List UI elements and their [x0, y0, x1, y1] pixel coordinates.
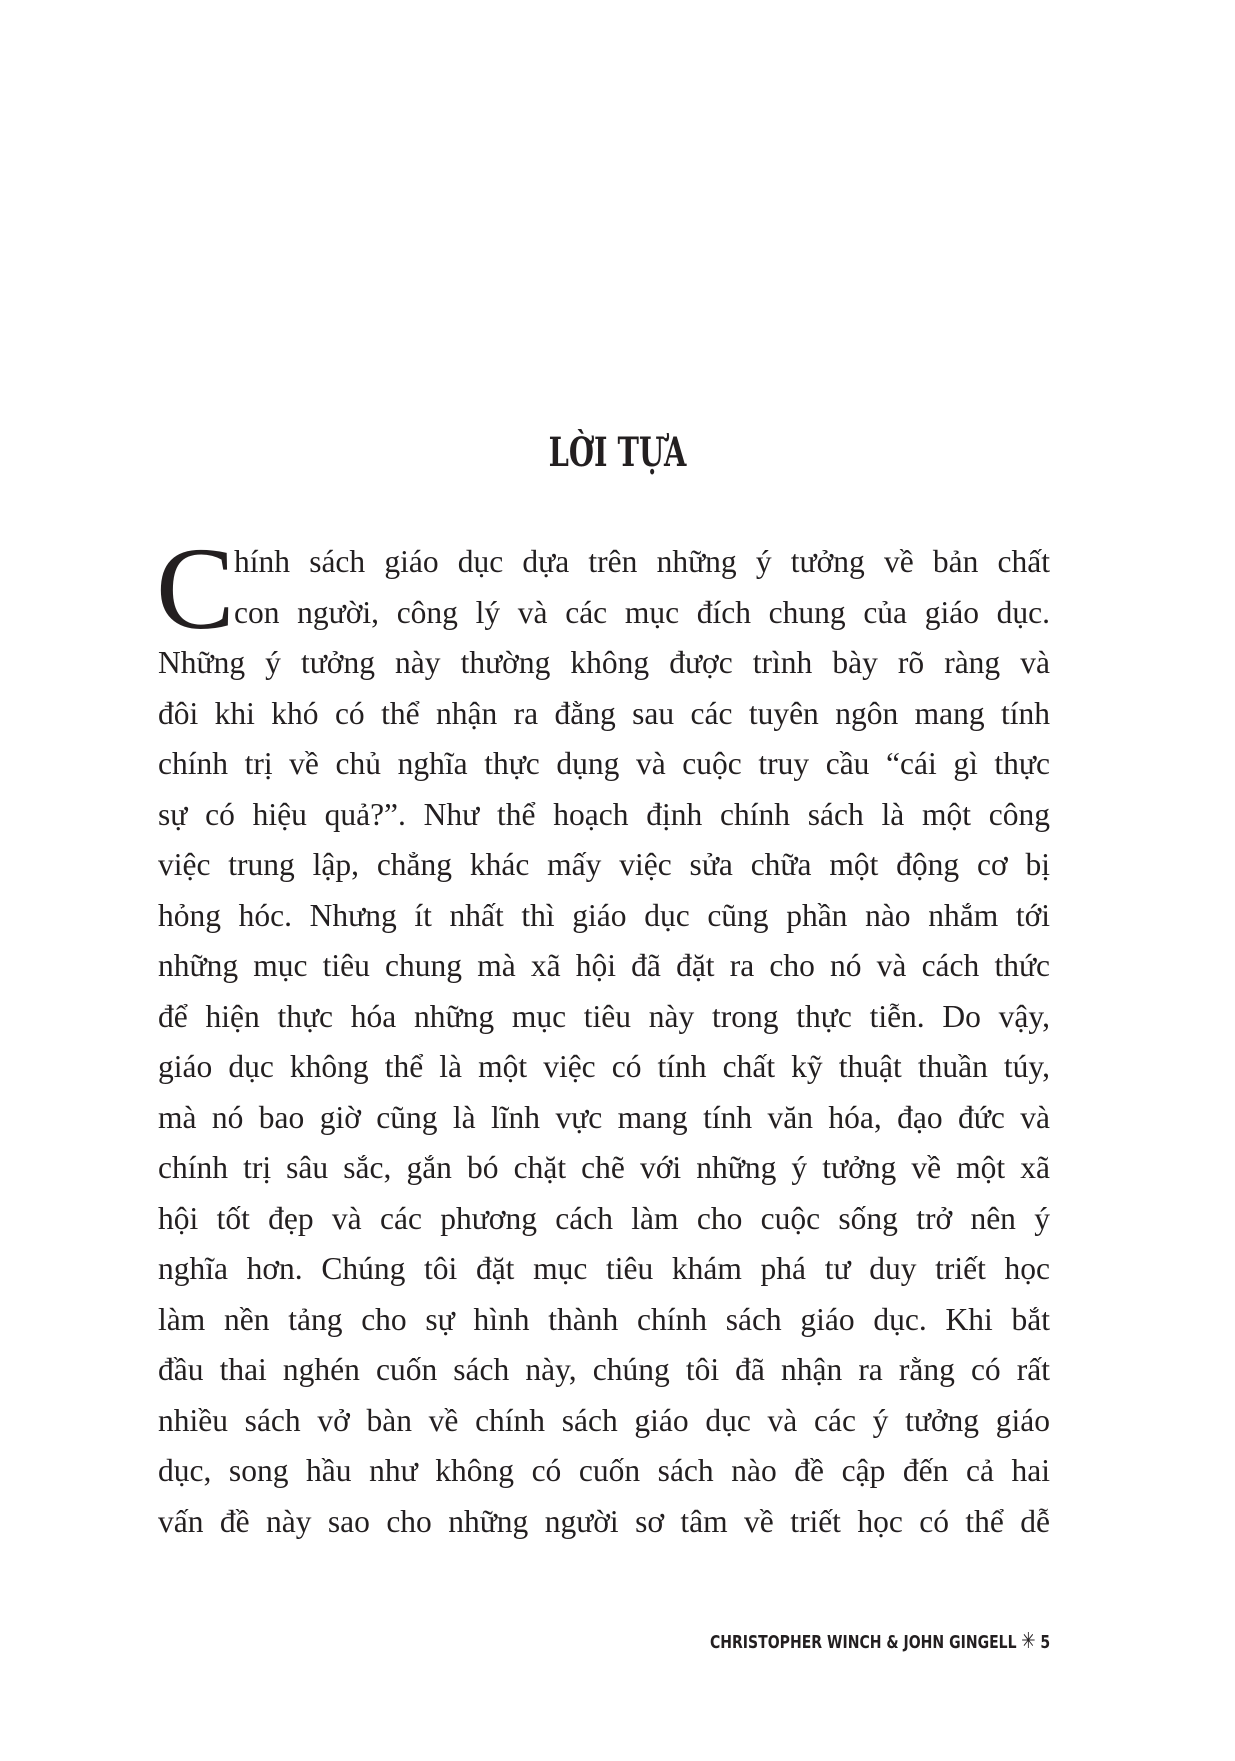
text-line: mà nó bao giờ cũng là lĩnh vực mang tính văn hóa, đạo đức và [158, 1099, 1050, 1135]
text-line: con người, công lý và các mục đích chung của giáo dục. [234, 594, 1050, 630]
page-number: 5 [1040, 1632, 1050, 1653]
text-line: việc trung lập, chẳng khác mấy việc sửa chữa một động cơ bị [158, 847, 1050, 882]
text-line: nghĩa hơn. Chúng tôi đặt mục tiêu khám phá tư duy triết học [158, 1251, 1050, 1286]
text-line: để hiện thực hóa những mục tiêu này trong thực tiễn. Do vậy, [158, 998, 1050, 1034]
text-line: giáo dục không thể là một việc có tính chất kỹ thuật thuần túy, [158, 1049, 1050, 1084]
drop-cap: C [156, 523, 235, 654]
text-line: chính trị về chủ nghĩa thực dụng và cuộc truy cầu “cái gì thực [158, 746, 1050, 781]
text-line: Những ý tưởng này thường không được trình bày rõ ràng và [158, 645, 1050, 680]
body-paragraph [156, 523, 1050, 1547]
text-line: sự có hiệu quả?”. Như thể hoạch định chính sách là một công [158, 796, 1050, 832]
text-line: dục, song hầu như không có cuốn sách nào đề cập đến cả hai [158, 1453, 1050, 1488]
text-line: vấn đề này sao cho những người sơ tâm về triết học có thể dễ [158, 1503, 1050, 1539]
text-line: làm nền tảng cho sự hình thành chính sách giáo dục. Khi bắt [158, 1301, 1050, 1337]
page-footer [710, 1630, 1050, 1655]
text-line: chính trị sâu sắc, gắn bó chặt chẽ với những ý tưởng về một xã [158, 1150, 1050, 1185]
text-line: hội tốt đẹp và các phương cách làm cho cuộc sống trở nên ý [158, 1200, 1050, 1236]
text-line: đầu thai nghén cuốn sách này, chúng tôi đã nhận ra rằng có rất [158, 1352, 1050, 1387]
page-title: LỜI TỰA [548, 428, 687, 476]
text-line: những mục tiêu chung mà xã hội đã đặt ra cho nó và cách thức [158, 948, 1050, 983]
footer-authors: CHRISTOPHER WINCH & JOHN GINGELL [709, 1632, 1017, 1653]
text-line: hỏng hóc. Nhưng ít nhất thì giáo dục cũng phần nào nhắm tới [158, 897, 1050, 933]
text-line: đôi khi khó có thể nhận ra đằng sau các tuyên ngôn mang tính [158, 695, 1050, 731]
text-line: nhiều sách vở bàn về chính sách giáo dục và các ý tưởng giáo [158, 1402, 1050, 1438]
asterisk-icon: ✳ [1021, 1629, 1036, 1654]
text-line: hính sách giáo dục dựa trên những ý tưởng về bản chất [234, 544, 1050, 579]
